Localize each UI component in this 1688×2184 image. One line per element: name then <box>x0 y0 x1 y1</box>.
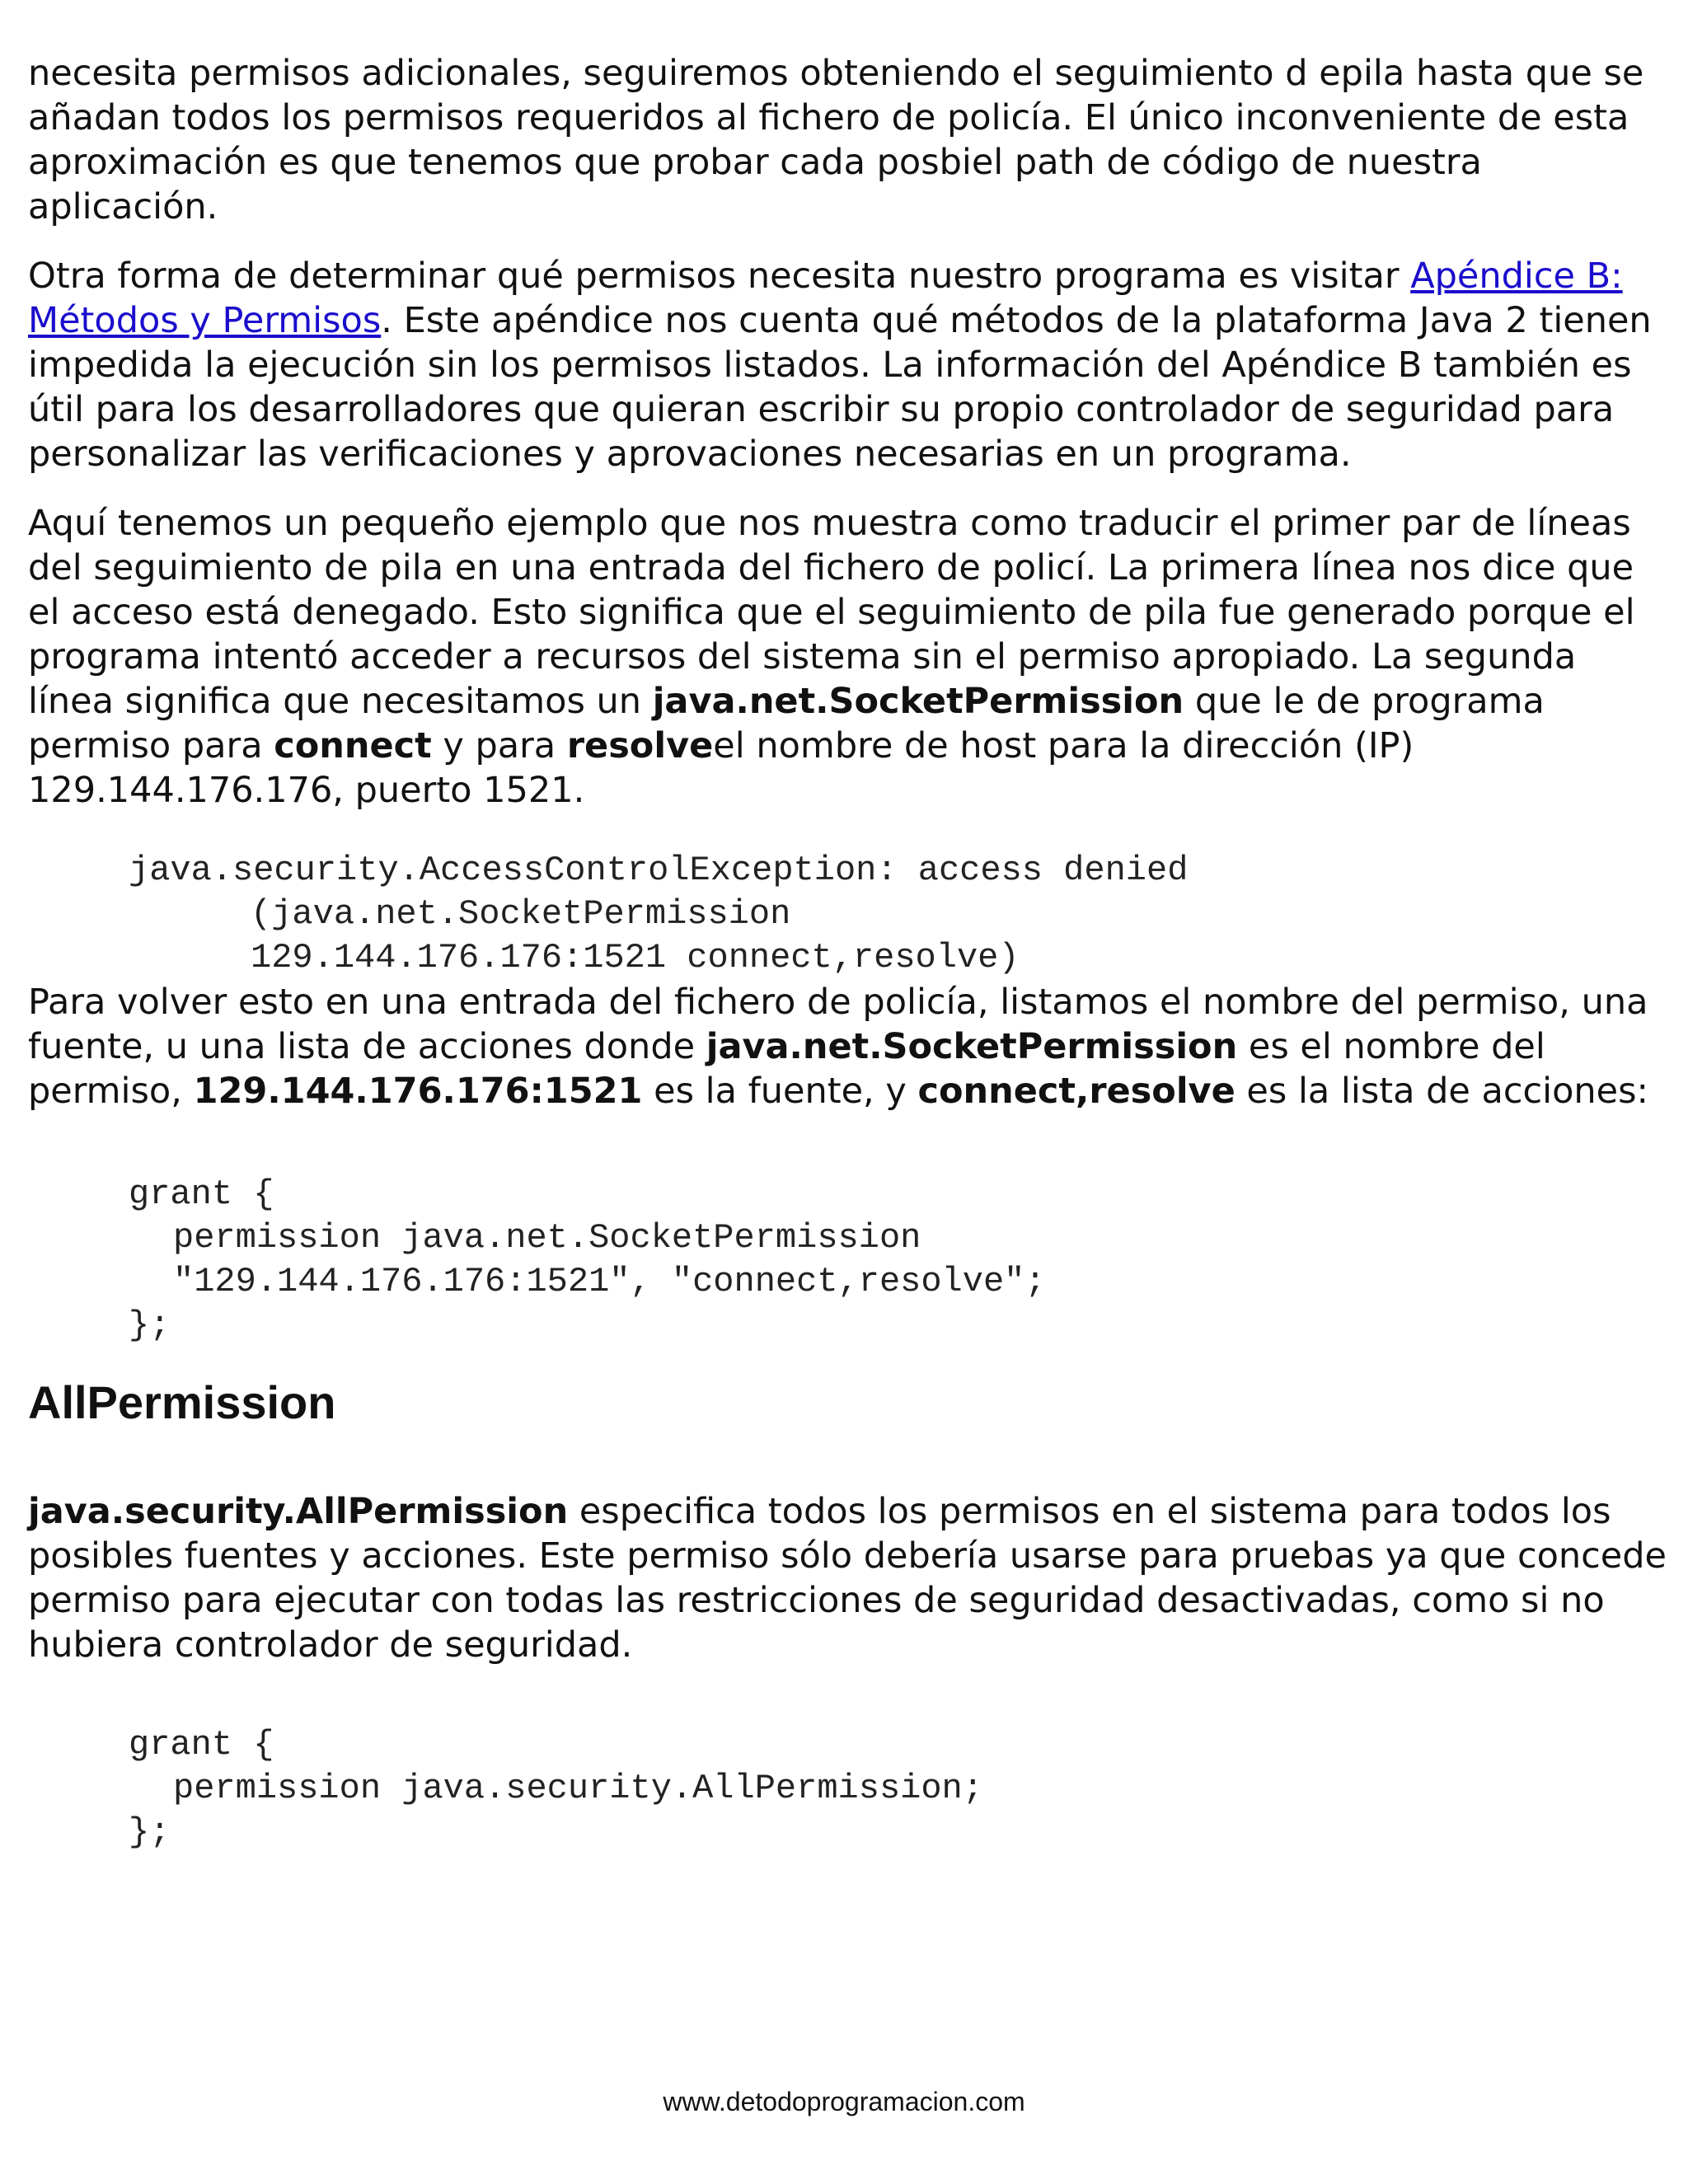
paragraph-policy-text-2: es el nombre del permiso, <box>28 1026 1545 1112</box>
paragraph-example-text-3: y para <box>431 725 567 766</box>
connect-term: connect <box>274 725 432 766</box>
address-term: 129.144.176.176:1521 <box>193 1071 643 1112</box>
code-block-grant-all <box>129 1723 1668 1854</box>
paragraph-intro-text: necesita permisos adicionales, seguiremos obteniendo el seguimiento d epila hasta que se añadan todos los permisos requeridos al fichero de policía. El único inconveniente de esta aproximación es que tenemos que probar cada posbiel path de código de nuestra aplicación. <box>28 53 1644 227</box>
code-block-grant-socket <box>129 1173 1668 1347</box>
code-line: java.security.AccessControlException: access denied <box>129 851 1189 890</box>
document-page <box>28 51 1668 1854</box>
resolve-term: resolve <box>566 725 714 766</box>
paragraph-appendix <box>28 254 1668 476</box>
code-line: 129.144.176.176:1521 connect,resolve) <box>251 938 1020 977</box>
paragraph-example-text-4: el nombre de host para la dirección (IP) 129.144.176.176, puerto 1521. <box>28 725 1414 811</box>
code-line: permission java.security.AllPermission; <box>173 1769 983 1808</box>
section-heading-allpermission: AllPermission <box>28 1376 336 1428</box>
code-line: }; <box>129 1305 171 1345</box>
code-line: (java.net.SocketPermission <box>251 894 791 934</box>
socket-permission-term: java.net.SocketPermission <box>706 1026 1238 1067</box>
paragraph-appendix-text-end: . Este apéndice nos cuenta qué métodos de la plataforma Java 2 tienen impedida la ejecución sin los permisos listados. La información del Apéndice B también es útil para los desarrolladores que quieran escribir su propio controlador de seguridad para personalizar las verificaciones y aprovaciones necesarias en un programa. <box>28 300 1652 475</box>
code-line: permission java.net.SocketPermission <box>173 1218 921 1258</box>
paragraph-example-text-2: que le de programa permiso para <box>28 681 1545 766</box>
socket-permission-term: java.net.SocketPermission <box>652 681 1184 722</box>
code-line: "129.144.176.176:1521", "connect,resolve"; <box>173 1262 1046 1301</box>
paragraph-policy-text-1: Para volver esto en una entrada del fichero de policía, listamos el nombre del permiso, una fuente, u una lista de acciones donde <box>28 982 1648 1067</box>
paragraph-appendix-text-start: Otra forma de determinar qué permisos necesita nuestro programa es visitar <box>28 255 1411 297</box>
paragraph-policy-text-4: es la lista de acciones: <box>1235 1071 1649 1112</box>
code-line: grant { <box>129 1725 274 1765</box>
page-footer: www.detodoprogramacion.com <box>663 2087 1025 2116</box>
code-line: }; <box>129 1812 171 1852</box>
paragraph-example <box>28 501 1668 813</box>
actions-term: connect,resolve <box>917 1071 1236 1112</box>
paragraph-allpermission-text: especifica todos los permisos en el sistema para todos los posibles fuentes y acciones. Este permiso sólo debería usarse para pruebas ya que concede permiso para ejecutar con todas las restricciones de seguridad desactivadas, como si no hubiera controlador de seguridad. <box>28 1491 1667 1666</box>
paragraph-example-text-1: Aquí tenemos un pequeño ejemplo que nos muestra como traducir el primer par de líneas del seguimiento de pila en una entrada del fichero de policí. La primera línea nos dice que el acceso está denegado. Esto significa que el seguimiento de pila fue generado porque el programa intentó acceder a recursos del sistema sin el permiso apropiado. La segunda línea significa que necesitamos un <box>28 503 1635 722</box>
code-block-exception <box>129 849 1668 980</box>
paragraph-policy-text-3: es la fuente, y <box>642 1071 918 1112</box>
paragraph-intro <box>28 51 1668 229</box>
code-line: grant { <box>129 1174 274 1214</box>
all-permission-term: java.security.AllPermission <box>28 1491 569 1532</box>
paragraph-allpermission <box>28 1489 1668 1667</box>
paragraph-policy-entry <box>28 980 1668 1113</box>
appendix-b-link[interactable]: Apéndice B: Métodos y Permisos <box>28 255 1623 341</box>
